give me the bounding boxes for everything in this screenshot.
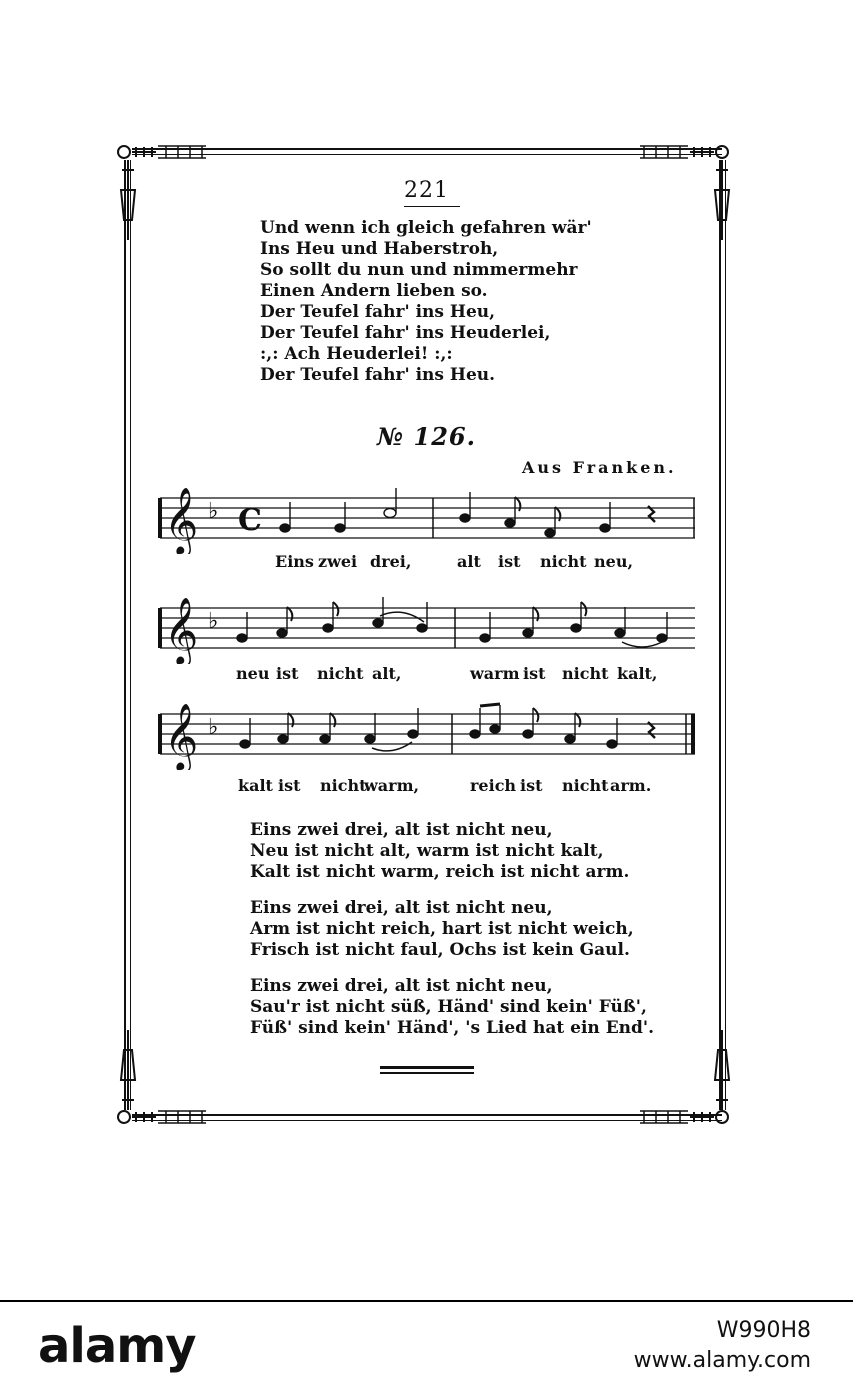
side-ornament-icon [712, 1030, 732, 1110]
stanza-line: Frisch ist nicht faul, Ochs ist kein Gaul. [250, 940, 630, 960]
lyric-word: nicht [562, 664, 609, 683]
stanza-line: Eins zwei drei, alt ist nicht neu, [250, 898, 553, 918]
page-number-rule [404, 206, 460, 207]
lyric-word: nicht [320, 776, 367, 795]
lyric-word: drei, [370, 552, 412, 571]
verse-line: Der Teufel fahr' ins Heuderlei, [260, 323, 551, 343]
lyric-word: zwei [318, 552, 358, 571]
frame-bottom-border [132, 1112, 722, 1124]
lyric-word: Eins [275, 552, 314, 571]
verse-line: So sollt du nun und nimmermehr [260, 260, 578, 280]
lyric-word: nicht [562, 776, 609, 795]
lyric-word: nicht [540, 552, 587, 571]
common-time-icon: C [238, 503, 262, 538]
treble-clef-icon: 𝄞 [164, 596, 199, 664]
stanza-1 [250, 820, 629, 883]
verse-line: Einen Andern lieben so. [260, 281, 488, 301]
lyric-word: ist [523, 664, 546, 683]
end-rule [380, 1066, 474, 1069]
lyric-word: kalt, [617, 664, 658, 683]
lyric-word: ist [278, 776, 301, 795]
stanza-line: Füß' sind kein' Händ', 's Lied hat ein End'. [250, 1018, 655, 1038]
stanza-line: Eins zwei drei, alt ist nicht neu, [250, 976, 553, 996]
verse-line: Ins Heu und Haberstroh, [260, 239, 499, 259]
frame-top-border [132, 146, 722, 158]
lyric-word: neu, [594, 552, 634, 571]
watermark-divider [0, 1300, 853, 1302]
verse-line: Der Teufel fahr' ins Heu, [260, 302, 496, 322]
stanza-line: Sau'r ist nicht süß, Händ' sind kein' Füß', [250, 997, 647, 1017]
verse-line: Der Teufel fahr' ins Heu. [260, 365, 496, 385]
side-ornament-icon [118, 1030, 138, 1110]
lyric-word: neu [236, 664, 270, 683]
lyric-word: ist [276, 664, 299, 683]
watermark-url: www.alamy.com [633, 1348, 811, 1373]
stanza-line: Eins zwei drei, alt ist nicht neu, [250, 820, 553, 840]
watermark-logo: alamy [38, 1318, 196, 1374]
lyric-word: kalt [238, 776, 273, 795]
lyric-word: ist [520, 776, 543, 795]
lyric-word: nicht [317, 664, 364, 683]
lyric-word: reich [470, 776, 517, 795]
music-staff-3 [150, 700, 700, 770]
stanza-line: Neu ist nicht alt, warm ist nicht kalt, [250, 841, 604, 861]
verse-line: Und wenn ich gleich gefahren wär' [260, 218, 592, 238]
watermark-image-id: W990H8 [716, 1318, 811, 1343]
lyric-word: arm. [610, 776, 652, 795]
flat-sign-icon: ♭ [208, 499, 219, 524]
end-rule [380, 1072, 474, 1074]
lyric-word: ist [498, 552, 521, 571]
slur-icon [372, 742, 412, 751]
stanza-line: Kalt ist nicht warm, reich ist nicht arm. [250, 862, 630, 882]
flat-sign-icon: ♭ [208, 609, 219, 634]
song-number: № 126. [377, 422, 476, 451]
frame-right-border [719, 160, 729, 1110]
stanza-2 [250, 898, 634, 961]
lyric-word: warm, [364, 776, 420, 795]
stanza-3 [250, 976, 654, 1039]
verse-line: :,: Ach Heuderlei! :,: [260, 344, 453, 364]
music-staff-2 [150, 594, 700, 664]
frame-left-border [124, 160, 134, 1110]
lyric-word: warm [470, 664, 520, 683]
treble-clef-icon: 𝄞 [164, 702, 199, 770]
previous-song-verse [260, 218, 592, 386]
lyric-word: alt, [372, 664, 402, 683]
treble-clef-icon: 𝄞 [164, 486, 199, 554]
page-number: 221 [404, 178, 449, 203]
music-staff-1 [150, 484, 700, 554]
song-origin: Aus Franken. [522, 458, 677, 477]
flat-sign-icon: ♭ [208, 715, 219, 740]
stanza-line: Arm ist nicht reich, hart ist nicht weich, [250, 919, 634, 939]
lyric-word: alt [457, 552, 481, 571]
